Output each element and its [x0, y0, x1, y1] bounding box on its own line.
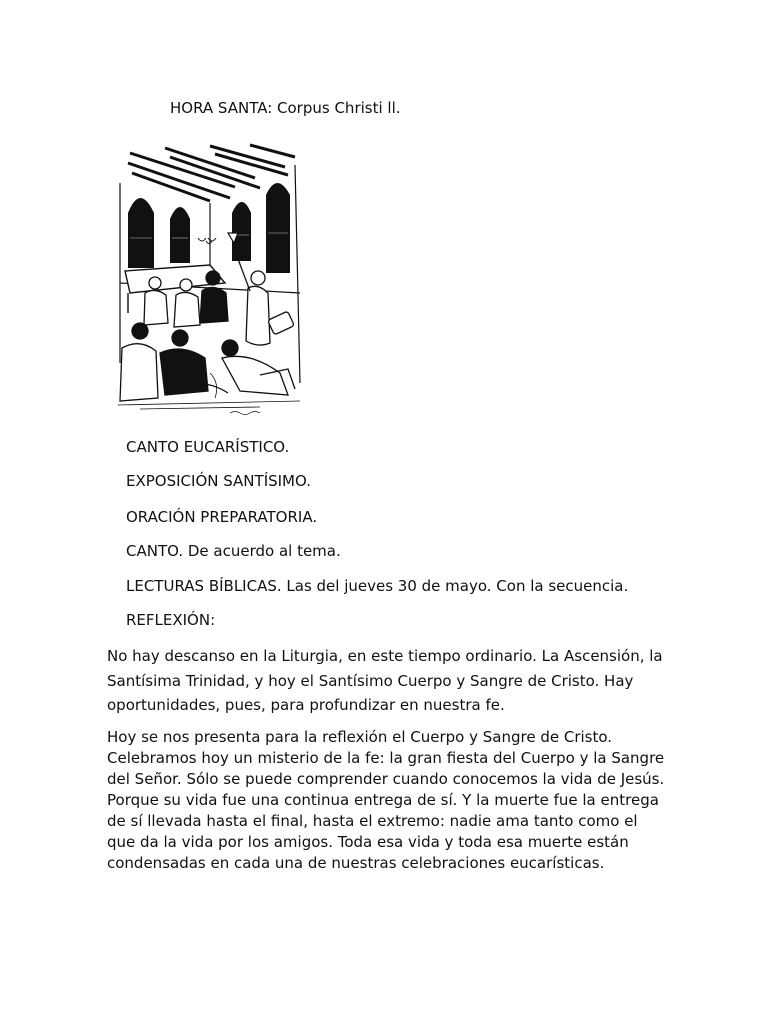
paragraph-intro: No hay descanso en la Liturgia, en este tiempo ordinario. La Ascensión, la Santísima Trinidad, y hoy el Santísimo Cuerpo y Sangre de Cristo. Hay oportunidades, pues, para profundizar en nuestra fe.	[107, 647, 663, 714]
document-title: HORA SANTA: Corpus Christi ll.	[170, 99, 401, 117]
paragraph-reflection: Hoy se nos presenta para la reflexión el Cuerpo y Sangre de Cristo. Celebramos hoy un misterio de la fe: la gran fiesta del Cuerpo y la Sangre del Señor. Sólo se puede comprender cuando conocemos la vida de Jesús. Porque su vida fue una continua entrega de sí. Y la muerte fue la entrega de sí llevada hasta el final, hasta el extremo: nadie ama tanto como el que da la vida por los amigos. Toda esa vida y toda esa muerte están condensadas en cada una de nuestras celebraciones eucarísticas.	[107, 728, 665, 872]
heading-exposicion: EXPOSICIÓN SANTÍSIMO.	[126, 472, 311, 490]
heading-lecturas-biblicas: LECTURAS BÍBLICAS. Las del jueves 30 de mayo. Con la secuencia.	[126, 577, 629, 595]
heading-canto-tema: CANTO. De acuerdo al tema.	[126, 542, 341, 560]
heading-oracion-preparatoria: ORACIÓN PREPARATORIA.	[126, 508, 318, 526]
heading-canto-eucaristico: CANTO EUCARÍSTICO.	[126, 438, 290, 456]
heading-reflexion: REFLEXIÓN:	[126, 611, 216, 629]
last-supper-illustration	[110, 143, 304, 419]
